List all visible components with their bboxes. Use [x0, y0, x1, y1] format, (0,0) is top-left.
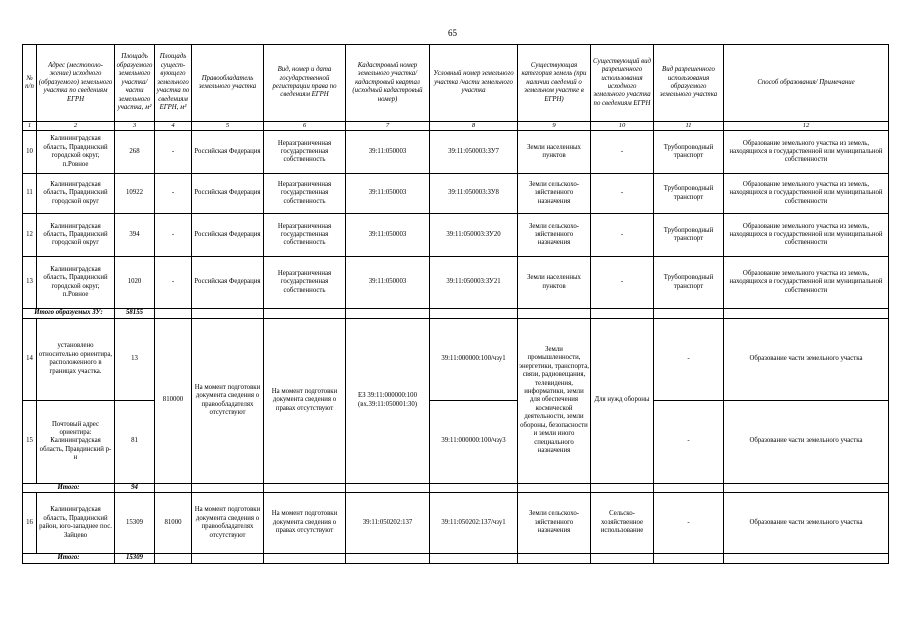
method-cell: Образование земельного участка из земель, находящихся в государственной или муниципальной собственности	[724, 214, 889, 257]
empty-cell	[518, 309, 591, 318]
empty-cell	[155, 309, 192, 318]
owner-cell: Российская Федерация	[192, 214, 264, 257]
header-cell: Вид, номер и дата государственной регистрации права по сведениям ЕГРН	[264, 45, 346, 122]
empty-cell	[591, 554, 654, 563]
area-cell: 268	[115, 131, 155, 174]
area-cell: 10922	[115, 174, 155, 214]
method-cell: Образование части земельного участка	[724, 493, 889, 554]
cadastral-cell: 39:11:050202:137	[346, 493, 430, 554]
column-number: 11	[654, 122, 724, 131]
row-number: 14	[23, 318, 37, 400]
existing-use-cell: -	[591, 174, 654, 214]
total-value: 94	[115, 483, 155, 492]
table-row	[23, 174, 889, 214]
empty-cell	[346, 309, 430, 318]
header-cell: Вид разрешенного использования образуемого земельного участка	[654, 45, 724, 122]
method-cell: Образование земельного участка из земель, находящихся в государственной или муниципальной собственности	[724, 174, 889, 214]
column-number: 6	[264, 122, 346, 131]
existing-area-cell: -	[155, 174, 192, 214]
existing-area-cell: -	[155, 131, 192, 174]
total-row	[23, 309, 889, 318]
empty-cell	[155, 554, 192, 563]
existing-use-cell: -	[591, 214, 654, 257]
table-row	[23, 131, 889, 174]
total-label: Итого:	[23, 483, 115, 492]
empty-cell	[654, 483, 724, 492]
owner-cell: На момент подготовки документа сведения о правообладателях отсутствуют	[192, 318, 264, 483]
existing-area-cell: -	[155, 257, 192, 309]
cadastral-cell: ЕЗ 39:11:000000:100 (вх.39:11:050001:30)	[346, 318, 430, 483]
page-number: 65	[448, 28, 457, 38]
existing-use-cell: Для нужд обороны	[591, 318, 654, 483]
area-cell: 394	[115, 214, 155, 257]
table-row	[23, 400, 889, 483]
category-cell: Земли населенных пунктов	[518, 131, 591, 174]
new-use-cell: Трубопроводный транспорт	[654, 174, 724, 214]
row-number: 13	[23, 257, 37, 309]
row-number: 10	[23, 131, 37, 174]
empty-cell	[264, 483, 346, 492]
row-number: 15	[23, 400, 37, 483]
registration-cell: Неразграниченная государственная собственность	[264, 174, 346, 214]
method-cell: Образование части земельного участка	[724, 318, 889, 400]
cadastral-cell: 39:11:050003	[346, 174, 430, 214]
address-cell: Калининградская область, Правдинский район, юго-западнее пос. Зайцево	[37, 493, 115, 554]
owner-cell: Российская Федерация	[192, 174, 264, 214]
table-row	[23, 318, 889, 400]
empty-cell	[724, 309, 889, 318]
empty-cell	[192, 554, 264, 563]
column-number: 4	[155, 122, 192, 131]
empty-cell	[192, 483, 264, 492]
column-number-row	[23, 122, 889, 131]
header-cell: Условный номер земельного участка /части земельного участка	[430, 45, 518, 122]
category-cell: Земли промышленности, энергетики, транспорта, связи, радиовещания, телевидения, информатики, земли для обеспечения космической деятельности, земли обороны, безопасности и земли иного специального назначения	[518, 318, 591, 483]
new-use-cell: -	[654, 400, 724, 483]
address-cell: установлено относительно ориентира, расположенного в границах участка.	[37, 318, 115, 400]
category-cell: Земли сельскохо-зяйственного назначения	[518, 493, 591, 554]
empty-cell	[346, 554, 430, 563]
column-number: 5	[192, 122, 264, 131]
conditional-number-cell: 39:11:050003:ЗУ8	[430, 174, 518, 214]
empty-cell	[724, 554, 889, 563]
empty-cell	[430, 483, 518, 492]
column-number: 9	[518, 122, 591, 131]
column-number: 12	[724, 122, 889, 131]
empty-cell	[654, 309, 724, 318]
column-number: 10	[591, 122, 654, 131]
row-number: 12	[23, 214, 37, 257]
header-cell: № п/п	[23, 45, 37, 122]
empty-cell	[192, 309, 264, 318]
empty-cell	[155, 483, 192, 492]
registration-cell: Неразграниченная государственная собственность	[264, 257, 346, 309]
area-cell: 13	[115, 318, 155, 400]
header-cell: Площадь образуемого земельного участка/ части земельного участка, м²	[115, 45, 155, 122]
row-number: 16	[23, 493, 37, 554]
empty-cell	[346, 483, 430, 492]
registration-cell: Неразграниченная государственная собственность	[264, 214, 346, 257]
empty-cell	[518, 554, 591, 563]
existing-area-cell: 810000	[155, 318, 192, 483]
total-value: 15309	[115, 554, 155, 563]
existing-area-cell: 81000	[155, 493, 192, 554]
header-cell: Правообладатель земельного участка	[192, 45, 264, 122]
empty-cell	[264, 554, 346, 563]
empty-cell	[724, 483, 889, 492]
address-cell: Калининградская область, Правдинский городской округ	[37, 214, 115, 257]
conditional-number-cell: 39:11:000000:100/чзу3	[430, 400, 518, 483]
new-use-cell: Трубопроводный транспорт	[654, 131, 724, 174]
column-number: 3	[115, 122, 155, 131]
empty-cell	[591, 483, 654, 492]
conditional-number-cell: 39:11:050003:ЗУ7	[430, 131, 518, 174]
address-cell: Калининградская область, Правдинский городской округ, п.Ровное	[37, 131, 115, 174]
area-cell: 15309	[115, 493, 155, 554]
area-cell: 1020	[115, 257, 155, 309]
row-number: 11	[23, 174, 37, 214]
header-cell: Адрес (местополо-жение) исходного (образуемого) земельного участка по сведениям ЕГРН	[37, 45, 115, 122]
total-label: Итого образуемых ЗУ:	[23, 309, 115, 318]
new-use-cell: -	[654, 493, 724, 554]
empty-cell	[430, 554, 518, 563]
new-use-cell: Трубопроводный транспорт	[654, 214, 724, 257]
column-number: 1	[23, 122, 37, 131]
table-header-row	[23, 45, 889, 122]
column-number: 2	[37, 122, 115, 131]
existing-use-cell: Сельско-хозяйственное использование	[591, 493, 654, 554]
category-cell: Земли населенных пунктов	[518, 257, 591, 309]
category-cell: Земли сельскохо-зяйственного назначения	[518, 214, 591, 257]
table-row	[23, 493, 889, 554]
total-row	[23, 483, 889, 492]
total-label: Итого:	[23, 554, 115, 563]
land-plots-table	[22, 44, 889, 564]
header-cell: Способ образования/ Примечание	[724, 45, 889, 122]
owner-cell: Российская Федерация	[192, 131, 264, 174]
header-cell: Существующий вид разрешенного использования исходного земельного участка по сведениям ЕГРН	[591, 45, 654, 122]
empty-cell	[591, 309, 654, 318]
area-cell: 81	[115, 400, 155, 483]
address-cell: Калининградская область, Правдинский городской округ, п.Ровное	[37, 257, 115, 309]
method-cell: Образование земельного участка из земель, находящихся в государственной или муниципальной собственности	[724, 257, 889, 309]
table-row	[23, 214, 889, 257]
header-cell: Кадастровый номер земельного участка/ кадастровый квартал (исходный кадастровый номер)	[346, 45, 430, 122]
address-cell: Калининградская область, Правдинский городской округ	[37, 174, 115, 214]
new-use-cell: -	[654, 318, 724, 400]
total-row	[23, 554, 889, 563]
header-cell: Существующая категория земель (при наличии сведений о земельном участке в ЕГРН)	[518, 45, 591, 122]
existing-use-cell: -	[591, 257, 654, 309]
conditional-number-cell: 39:11:050202:137/чзу1	[430, 493, 518, 554]
registration-cell: На момент подготовки документа сведения о правах отсутствуют	[264, 493, 346, 554]
address-cell: Почтовый адрес ориентира: Калининградская область, Правдинский р-н	[37, 400, 115, 483]
conditional-number-cell: 39:11:050003:ЗУ21	[430, 257, 518, 309]
method-cell: Образование части земельного участка	[724, 400, 889, 483]
registration-cell: На момент подготовки документа сведения о правах отсутствуют	[264, 318, 346, 483]
owner-cell: На момент подготовки документа сведения о правообладателях отсутствуют	[192, 493, 264, 554]
cadastral-cell: 39:11:050003	[346, 131, 430, 174]
existing-area-cell: -	[155, 214, 192, 257]
column-number: 8	[430, 122, 518, 131]
column-number: 7	[346, 122, 430, 131]
cadastral-cell: 39:11:050003	[346, 257, 430, 309]
category-cell: Земли сельскохо-зяйственного назначения	[518, 174, 591, 214]
registration-cell: Неразграниченная государственная собственность	[264, 131, 346, 174]
empty-cell	[654, 554, 724, 563]
header-cell: Площадь сущест-вующего земельного участка по сведениям ЕГРН, м²	[155, 45, 192, 122]
empty-cell	[518, 483, 591, 492]
conditional-number-cell: 39:11:050003:ЗУ20	[430, 214, 518, 257]
cadastral-cell: 39:11:050003	[346, 214, 430, 257]
new-use-cell: Трубопроводный транспорт	[654, 257, 724, 309]
total-value: 58155	[115, 309, 155, 318]
empty-cell	[430, 309, 518, 318]
conditional-number-cell: 39:11:000000:100/чзу1	[430, 318, 518, 400]
empty-cell	[264, 309, 346, 318]
owner-cell: Российская Федерация	[192, 257, 264, 309]
existing-use-cell: -	[591, 131, 654, 174]
table-row	[23, 257, 889, 309]
method-cell: Образование земельного участка из земель, находящихся в государственной или муниципальной собственности	[724, 131, 889, 174]
